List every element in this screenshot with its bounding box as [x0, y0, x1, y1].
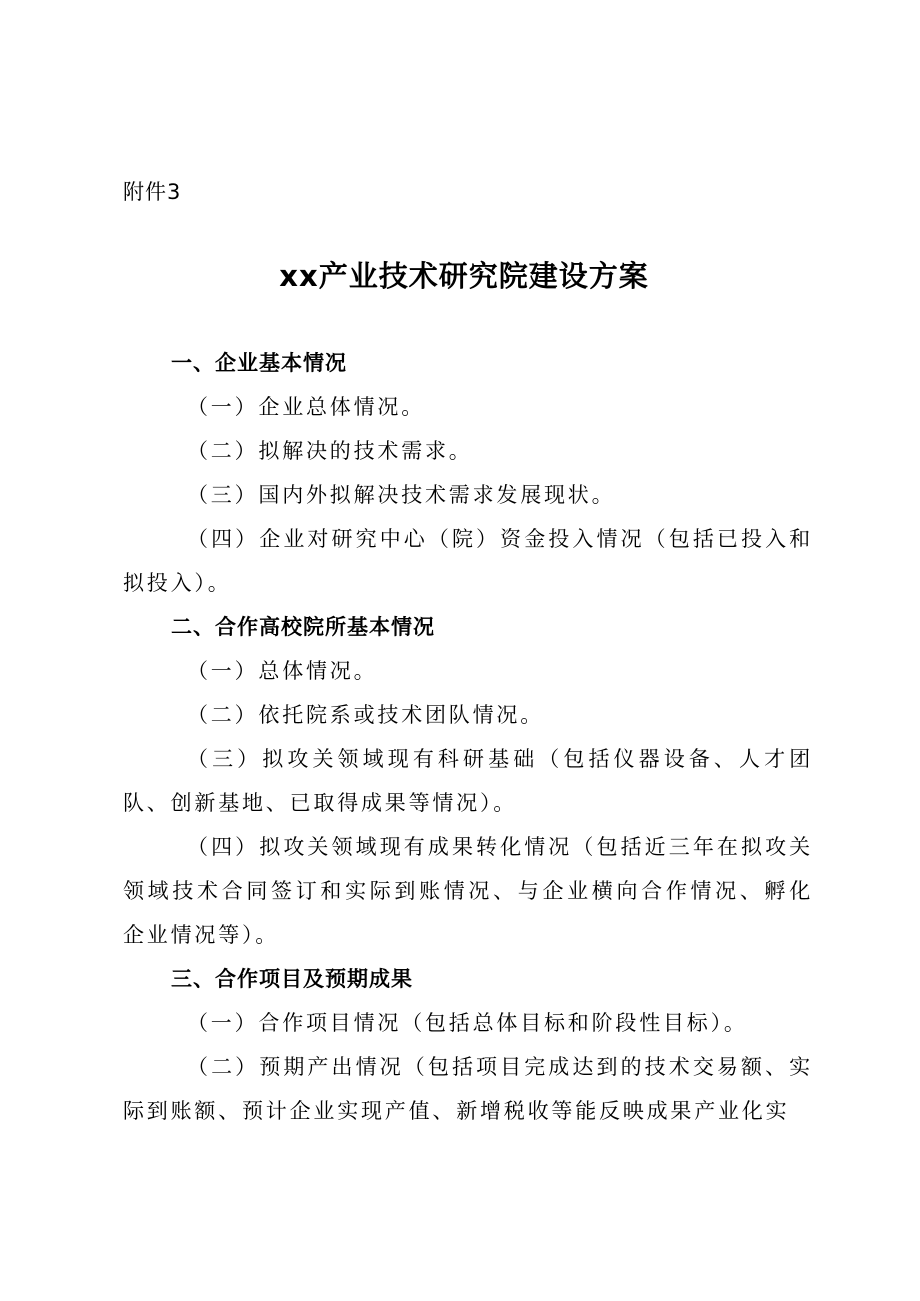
- section-projects-and-outcomes: [123, 957, 813, 1133]
- section-item: （二）拟解决的技术需求。: [187, 439, 473, 463]
- section-partner-institution-info: [123, 605, 813, 957]
- section-item: （四）企业对研究中心（院）资金投入情况（包括已投入和拟投入）。: [123, 527, 813, 595]
- section-heading: 三、合作项目及预期成果: [171, 967, 413, 991]
- section-item: （三）国内外拟解决技术需求发展现状。: [187, 483, 616, 507]
- attachment-label: 附件3: [123, 180, 182, 204]
- section-item: （二）依托院系或技术团队情况。: [187, 703, 544, 727]
- section-item: （一）企业总体情况。: [187, 395, 425, 419]
- section-heading: 一、企业基本情况: [171, 351, 347, 375]
- section-item: （一）总体情况。: [187, 659, 378, 683]
- document-body: [123, 341, 813, 1133]
- section-item: （四）拟攻关领域现有成果转化情况（包括近三年在拟攻关领域技术合同签订和实际到账情况、与企业横向合作情况、孵化企业情况等）。: [123, 835, 813, 947]
- section-item: （二）预期产出情况（包括项目完成达到的技术交易额、实际到账额、预计企业实现产值、新增税收等能反映成果产业化实: [123, 1055, 813, 1123]
- section-enterprise-basic-info: [123, 341, 813, 605]
- document-title: xx产业技术研究院建设方案: [279, 259, 649, 293]
- section-item: （一）合作项目情况（包括总体目标和阶段性目标）。: [187, 1011, 748, 1035]
- section-item: （三）拟攻关领域现有科研基础（包括仪器设备、人才团队、创新基地、已取得成果等情况）。: [123, 747, 813, 815]
- section-heading: 二、合作高校院所基本情况: [171, 615, 435, 639]
